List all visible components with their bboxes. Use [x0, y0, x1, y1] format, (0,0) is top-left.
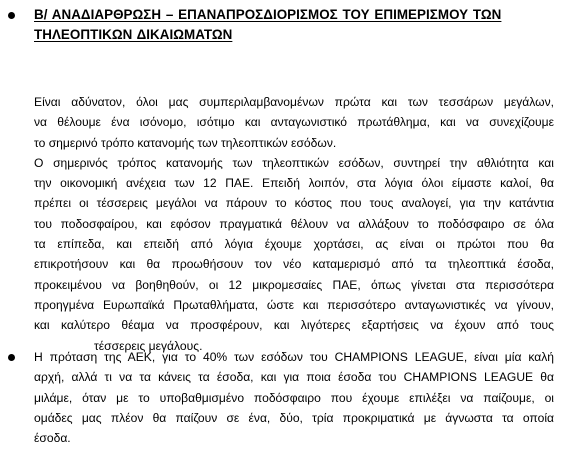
heading-line: ΤΗΛΕΟΠΤΙΚΩΝ ΔΙΚΑΙΩΜΑΤΩΝ: [34, 27, 233, 42]
paragraph-line: Η πρόταση της ΑΕΚ, για το 40% των εσόδων του CHAMPIONS LEAGUE, είναι μία καλή: [34, 350, 554, 364]
paragraph-line: αρχή, αλλά τι να τα κάνεις τα έσοδα, και για ποια έσοδα του CHAMPIONS LEAGUE θα: [34, 370, 554, 385]
section-heading: [34, 5, 554, 45]
paragraph-line: ομάδες μας πλέον θα παίζουν σε ένα, δύο, τρία προκριματικά με άγνωστα τα οποία: [34, 410, 554, 425]
paragraph-bullet-icon: [8, 354, 15, 361]
paragraph-line: Είναι αδύνατον, όλοι μας συμπεριλαμβανομένων πρώτα και των τεσσάρων μεγάλων,: [34, 95, 554, 109]
paragraph-line: του ποδοσφαίρου, και εφόσον πραγματικά θέλουν να αλλάξουν το ποδόσφαιρο σε όλα: [34, 216, 554, 231]
heading-line: Β/ ΑΝΑΔΙΑΡΘΡΩΣΗ – ΕΠΑΝΑΠΡΟΣΔΙΟΡΙΣΜΟΣ ΤΟΥ ΕΠΙΜΕΡΙΣΜΟΥ ΤΩΝ: [34, 7, 502, 22]
paragraph-line: μιλάμε, όταν με το υποβαθμισμένο ποδόσφαιρο που έχουμε επιλέξει να παίζουμε, οι: [34, 390, 554, 405]
paragraph-line: Ο σημερινός τρόπος κατανομής των τηλεοπτικών εσόδων, συντηρεί την αθλιότητα και: [34, 155, 554, 170]
paragraph-line: προηγμένα Ευρωπαϊκά Πρωταθλήματα, ώστε και περισσότερο ανταγωνιστικές να γίνουν,: [34, 297, 554, 312]
paragraph-line: την οικονομική ανέχεια των 12 ΠΑΕ. Επειδή λοιπόν, στα λόγια όλοι είμαστε καλοί, θα: [34, 176, 554, 191]
paragraph-line: επικροτήσουν και θα προωθήσουν τον νέο καταμερισμό από τα τηλεοπτικά έσοδα,: [34, 257, 554, 272]
paragraph-line: πρέπει οι τέσσερεις μεγάλοι να πάρουν το κόστος που τους αναλογεί, για την κατάντια: [34, 196, 554, 211]
paragraph-line: τα επίπεδα, και επειδή από λόγια έχουμε χορτάσει, ας είναι οι πρώτοι που θα: [34, 237, 554, 252]
paragraph-line: να θέλουμε ένα ισόνομο, ισότιμο και ανταγωνιστικό πρωτάθλημα, και να συνεχίζουμε: [34, 115, 554, 130]
paragraph-line: προκειμένου να βοηθηθούν, οι 12 μικρομεσαίες ΠΑΕ, όπως γίνεται στα περισσότερα: [34, 277, 554, 292]
paragraph-line: το σημερινό τρόπο κατανομής των τηλεοπτικών εσόδων.: [34, 135, 337, 150]
paragraph-line: τέσσερεις μεγάλους.: [94, 338, 203, 353]
heading-bullet-icon: [8, 12, 15, 19]
paragraph-line: έσοδα.: [34, 431, 71, 446]
paragraph-aek-proposal: [34, 347, 554, 448]
paragraph-tv-revenue: [34, 92, 554, 356]
paragraph-line: και καλύτερο θέαμα να προσφέρουν, και λιγότερες εξαρτήσεις να έχουν από τους: [34, 318, 554, 333]
